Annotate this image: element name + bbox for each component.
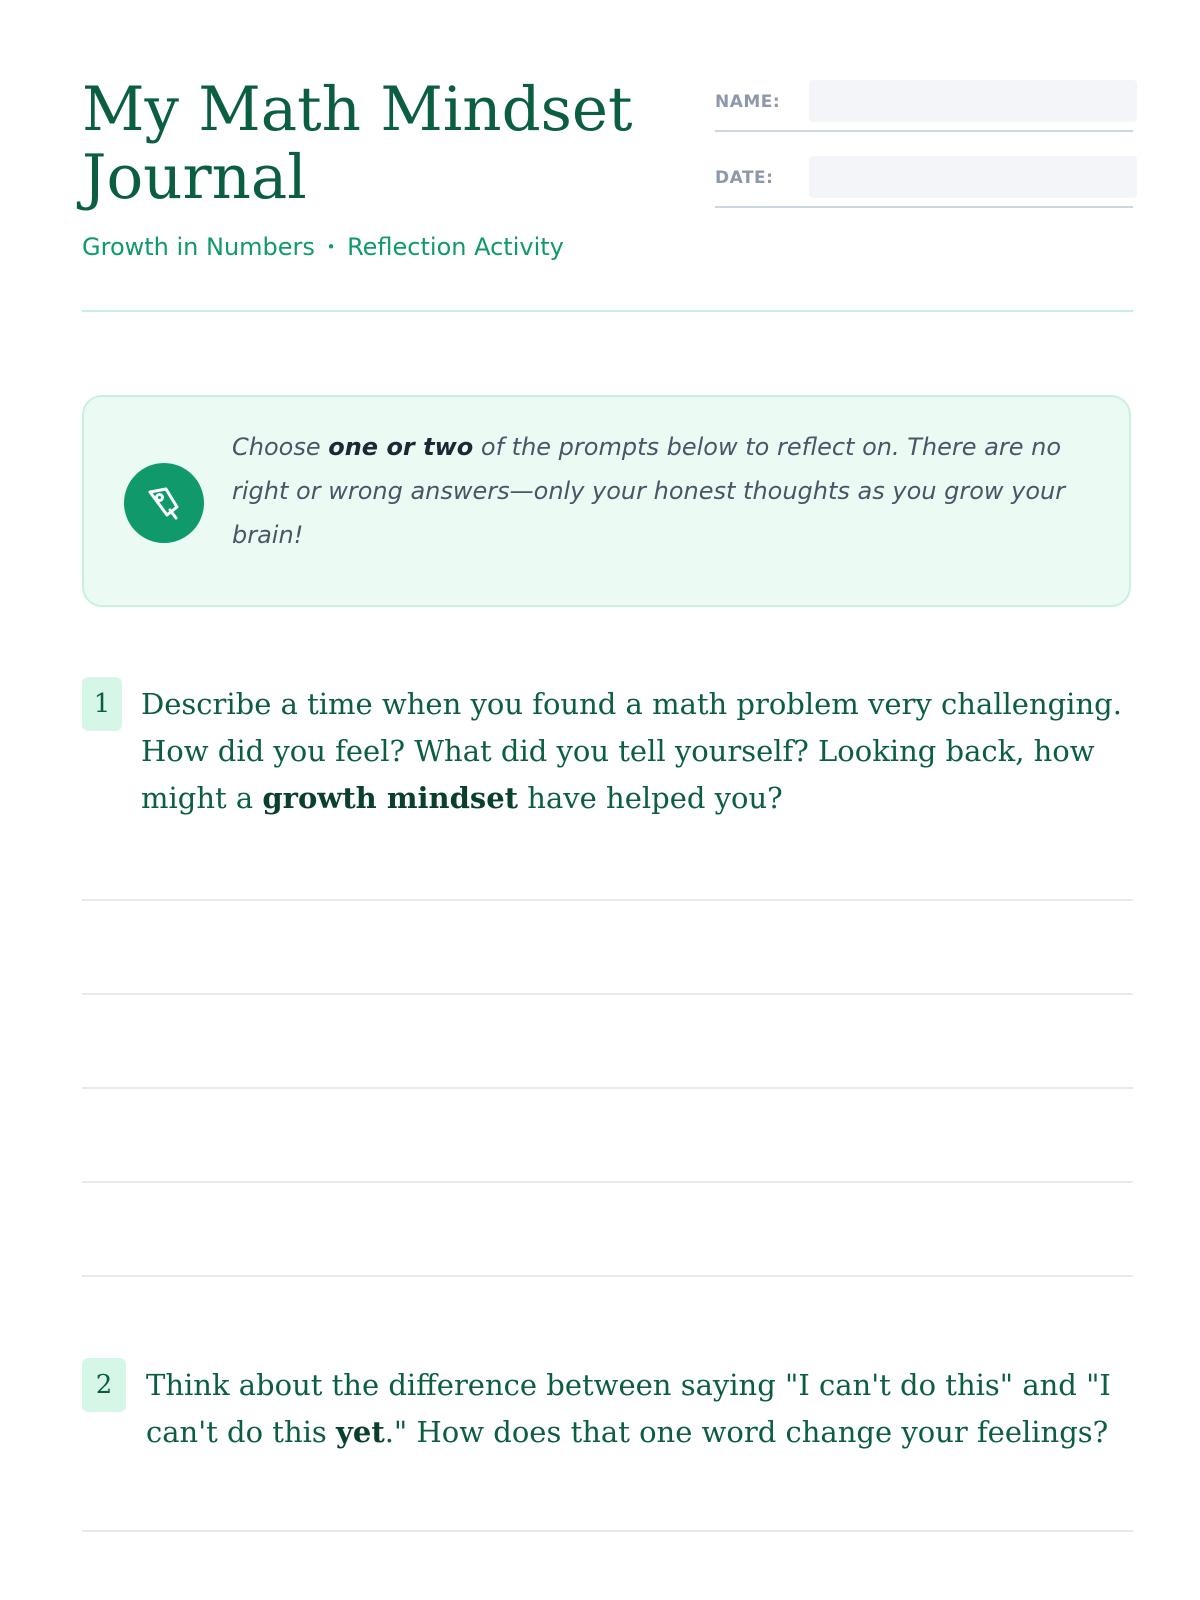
pen-nib-icon bbox=[124, 463, 204, 543]
header-divider bbox=[82, 310, 1133, 312]
prompt-number-badge: 2 bbox=[82, 1358, 126, 1412]
name-field bbox=[715, 80, 1133, 132]
subtitle-bullet: • bbox=[326, 238, 336, 256]
prompt-text-start: Think about the difference between saying "I can't do this" and "I can't do this bbox=[146, 1368, 1111, 1449]
prompt-text bbox=[146, 1362, 1136, 1456]
writing-line[interactable] bbox=[82, 1530, 1133, 1532]
prompt-text-end: have helped you? bbox=[518, 781, 783, 815]
subtitle bbox=[82, 233, 564, 261]
instructions-box bbox=[82, 395, 1131, 607]
writing-line[interactable] bbox=[82, 993, 1133, 995]
date-label: DATE: bbox=[715, 168, 774, 188]
instructions-emphasis: one or two bbox=[328, 433, 474, 461]
subtitle-topic: Growth in Numbers bbox=[82, 233, 315, 261]
instructions-text-start: Choose bbox=[232, 433, 329, 461]
page-title: My Math Mindset Journal bbox=[82, 74, 633, 213]
date-field bbox=[715, 156, 1133, 208]
writing-line[interactable] bbox=[82, 1087, 1133, 1089]
name-input[interactable] bbox=[809, 80, 1137, 122]
instructions-text bbox=[232, 425, 1092, 557]
prompt-text-end: ." How does that one word change your feelings? bbox=[384, 1415, 1109, 1449]
prompt-emphasis: yet bbox=[336, 1415, 385, 1449]
name-label: NAME: bbox=[715, 92, 781, 112]
prompt-emphasis: growth mindset bbox=[262, 781, 519, 815]
instructions-text-end: of the prompts below to reflect on. There are no right or wrong answers—only your honest thoughts as you grow your brain! bbox=[232, 433, 1066, 549]
writing-line[interactable] bbox=[82, 899, 1133, 901]
writing-line[interactable] bbox=[82, 1275, 1133, 1277]
prompt-number-badge: 1 bbox=[82, 677, 122, 731]
writing-line[interactable] bbox=[82, 1181, 1133, 1183]
prompt-text bbox=[141, 681, 1131, 822]
prompt-text-start: Describe a time when you found a math problem very challenging. How did you feel? What did you tell yourself? Looking back, how might a bbox=[141, 687, 1122, 815]
subtitle-activity: Reflection Activity bbox=[347, 233, 564, 261]
date-input[interactable] bbox=[809, 156, 1137, 198]
